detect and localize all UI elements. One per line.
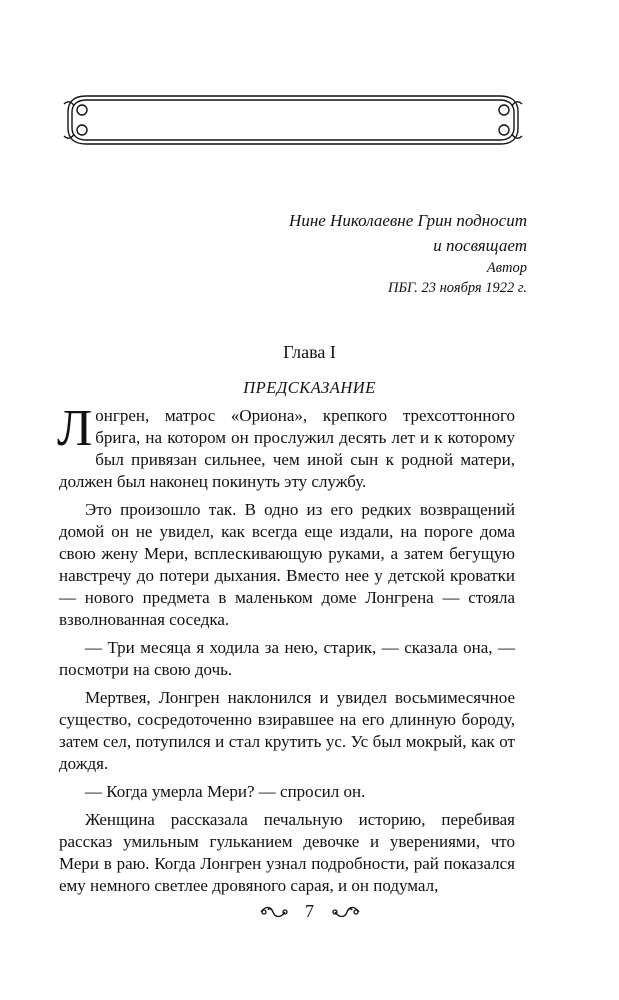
page-footer [0,900,619,922]
drop-cap: Л [57,400,93,457]
chapter-title: Глава I [283,342,336,362]
paragraph-4: Мертвея, Лонгрен наклонился и увидел восьмимесячное существо, сосредоточенно взиравшее на его длинную бороду, затем сел, потупился и стал крутить ус. Ус был мокрый, как от дождя. [59,688,515,773]
dedication-place-date: ПБГ. 23 ноября 1922 г. [388,280,527,296]
dedication [187,208,527,298]
page-number: 7 [305,901,314,922]
dedication-line-1: Нине Николаевне Грин подносит [289,211,527,230]
paragraph-1 [57,400,515,493]
paragraph-3: — Три месяца я ходила за нею, старик, — сказала она, — посмотри на свою дочь. [59,638,515,679]
paragraph-1-text: онгрен, матрос «Ориона», крепкого трехсоттонного брига, на котором он прослужил десять лет и к которому был привязан сильнее, чем иной сын к родной матери, должен был наконец покинуть эту службу. [59,406,515,491]
ornamental-frame [62,90,524,150]
chapter-subtitle: ПРЕДСКАЗАНИЕ [243,378,376,397]
paragraph-2: Это произошло так. В одно из его редких возвращений домой он не увидел, как всегда еще издали, на пороге дома свою жену Мери, всплескивающую руками, а затем бегущую навстречу до потери дыхания. Вместо нее у детской кроватки — нового предмета в маленьком доме Лонгрена — стояла взволнованная соседка. [59,500,515,629]
right-ornament-icon [331,904,361,920]
body-text [57,400,515,903]
dedication-line-2: и посвящает [433,236,527,255]
dedication-author: Автор [486,260,527,276]
left-ornament-icon [259,904,289,920]
paragraph-6: Женщина рассказала печальную историю, перебивая рассказ умильным гульканием девочке и уверениями, что Мери в раю. Когда Лонгрен узнал подробности, рай показался ему немного светлее дровяного сарая, и он подумал, [59,810,515,895]
paragraph-5: — Когда умерла Мери? — спросил он. [85,782,366,801]
